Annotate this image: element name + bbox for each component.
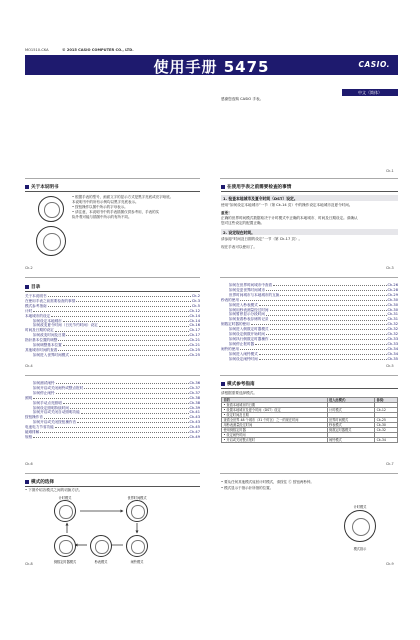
toc-leader xyxy=(259,303,387,306)
toc-leader xyxy=(33,309,188,312)
toc-leader xyxy=(51,314,188,317)
toc-label: 本地城市的设定 xyxy=(25,313,51,318)
toc-row[interactable] xyxy=(33,333,200,338)
toc-label: 其他城市时间的查看 xyxy=(25,347,58,352)
toc-label: 如何测试闹铃 xyxy=(33,381,55,385)
toc-page: Ck-32 xyxy=(387,332,398,336)
label-stopwatch: 秒表模式 xyxy=(94,560,108,564)
toc-label: 计时 xyxy=(25,308,33,313)
toc-page: Ck-47 xyxy=(189,430,200,434)
page-title: 使用手册 5475 xyxy=(153,58,270,76)
toc-page: Ck-30 xyxy=(387,307,398,312)
cell-purpose: • 设定时间及日期 xyxy=(222,413,328,418)
page-number: Ck-3 xyxy=(386,266,394,270)
toc-label: 如何进入闹铃模式 xyxy=(229,351,258,356)
toc-page: Ck-21 xyxy=(189,338,200,343)
toc-label: 指针基本位置的调整 xyxy=(25,338,58,343)
toc-row[interactable] xyxy=(221,298,398,303)
toc-row[interactable] xyxy=(25,430,200,435)
toc-leader xyxy=(270,317,387,320)
toc-row[interactable] xyxy=(221,347,398,352)
toc-page: Ck-12 xyxy=(189,308,200,313)
toc-leader xyxy=(70,406,189,409)
toc-label: 如何开启或关闭自动照明功能 xyxy=(33,410,80,415)
toc-leader xyxy=(270,337,387,340)
toc-leader xyxy=(63,401,189,404)
toc-page: Ck-38 xyxy=(189,400,200,405)
toc-page: Ck-32 xyxy=(387,327,398,332)
casio-logo: CASIO. xyxy=(358,60,390,69)
watch-illustration xyxy=(38,196,64,222)
label-timekeeping: 计时模式 xyxy=(58,496,72,500)
toc-label: 如何变更世界时间城市 xyxy=(229,287,265,292)
toc-label: 如何进入秒表模式 xyxy=(229,302,258,307)
doc-code: MO1510-CKA xyxy=(25,48,49,52)
toc-page: Ck-30 xyxy=(387,302,398,307)
heading-rule xyxy=(25,486,200,487)
toc-leader xyxy=(240,347,387,350)
table-row xyxy=(222,438,398,443)
about-bullet: 本说明书中的所有示例均以黑字亮底表示。 xyxy=(72,200,139,204)
toc-page: Ck-3 xyxy=(191,298,200,303)
cell-mode: 计时模式 xyxy=(327,408,375,413)
watch-countdown xyxy=(54,535,76,557)
toc-leader xyxy=(266,288,387,291)
toc-row[interactable] xyxy=(33,391,200,396)
toc-label: 关于本说明书 xyxy=(25,294,47,298)
toc-leader xyxy=(81,410,189,413)
cell-purpose: 用秒表测量经过时间 xyxy=(222,423,328,428)
cell-purpose: • 设定闹铃时间 xyxy=(222,433,328,438)
language-tag: 中文（简体） xyxy=(342,89,398,96)
toc-leader xyxy=(273,283,386,286)
toc-page: Ck-2 xyxy=(191,294,200,298)
toc-label: 闹铃的使用 xyxy=(221,346,239,351)
toc-leader xyxy=(266,332,387,335)
mode-cycle-diagram xyxy=(25,493,200,563)
toc-row[interactable] xyxy=(229,327,398,332)
toc-page: Ck-14 xyxy=(189,313,200,318)
toc-row[interactable] xyxy=(229,352,398,357)
toc-label: 如何设定闹铃时间 xyxy=(229,356,258,361)
toc-row[interactable] xyxy=(229,303,398,308)
page-number: Ck-6 xyxy=(25,462,33,466)
toc-page: Ck-36 xyxy=(189,381,200,385)
step1-text: 使用“如何设定本地城市”一节（第 Ck-14 页）中的操作设定本地城市及夏令时间。 xyxy=(221,203,353,207)
toc-page: Ck-14 xyxy=(189,318,200,323)
toc-leader xyxy=(259,352,387,355)
toc-leader xyxy=(77,420,188,423)
toc-page: Ck-35 xyxy=(387,356,398,361)
toc-row[interactable] xyxy=(33,420,200,425)
toc-label: 规格 xyxy=(25,434,33,439)
toc-leader xyxy=(55,328,189,331)
section-heading-before-use: 在使用手表之前需要检查的事情 xyxy=(221,184,291,190)
toc-row[interactable] xyxy=(33,381,200,386)
toc-label: 如何在世界时间城市中查看 xyxy=(229,283,273,287)
page-number: Ck-1 xyxy=(386,169,394,173)
page-number: Ck-4 xyxy=(25,364,33,368)
toc-leader xyxy=(33,396,188,399)
toc-row[interactable] xyxy=(229,288,398,293)
toc-leader xyxy=(259,357,387,360)
cell-ref: Ck-34 xyxy=(375,438,398,443)
toc-label: 如何暂停显示分段时间 xyxy=(229,312,265,317)
toc-leader xyxy=(280,293,386,296)
col-header-purpose: 目的 xyxy=(222,398,328,403)
col-header-ref: 参阅： xyxy=(375,398,398,403)
cell-mode: 闹铃模式 xyxy=(327,438,375,443)
toc-page: Ck-21 xyxy=(189,343,200,347)
toc-row[interactable] xyxy=(25,435,200,440)
toc-page: Ck-25 xyxy=(189,352,200,357)
toc-label: 如何用秒表测量经过时间 xyxy=(229,307,269,312)
mode-select-text: • 下图介绍各模式之间的切换方法。 xyxy=(25,488,83,492)
toc-row[interactable] xyxy=(33,353,200,358)
toc-page: Ck-33 xyxy=(387,341,398,346)
toc-leader xyxy=(58,348,188,351)
toc-row[interactable] xyxy=(33,343,200,348)
toc-label: 疑难排解 xyxy=(25,430,40,434)
toc-label: 如何停止闹铃 xyxy=(33,390,55,395)
about-bullet: • 请注意，本说明书中的手表插图仅供参考用，手表的实 xyxy=(72,210,160,214)
toc-row[interactable] xyxy=(33,386,200,391)
step2-text: 请参阅“时间及日期的设定”一节（第 Ck-17 页）。 xyxy=(221,237,303,241)
toc-leader xyxy=(76,299,191,302)
toc-page: Ck-45 xyxy=(189,425,200,430)
cell-ref: Ck-25 xyxy=(375,418,398,423)
mode-note: • 要从任何其他模式返回计时模式，请按住 Ⓒ 按钮两秒钟。 xyxy=(221,480,314,484)
toc-page: Ck-28 xyxy=(387,287,398,292)
toc-label: 按钮操作音 xyxy=(25,415,43,420)
toc-leader xyxy=(84,386,188,389)
label-mode-indicator: 模式指示 xyxy=(353,547,367,551)
toc-label: 秒表的使用 xyxy=(221,297,239,302)
mode-note: • 模式显示于指示针所指的位置。 xyxy=(221,486,274,490)
toc-leader xyxy=(270,308,387,311)
title-banner xyxy=(25,55,398,75)
toc-row[interactable] xyxy=(33,410,200,415)
ready-text: 现在手表可以使用了。 xyxy=(221,245,257,249)
toc-page: Ck-43 xyxy=(189,420,200,425)
watch-illustration xyxy=(36,226,66,256)
heading-rule xyxy=(221,191,398,192)
watch-stopwatch xyxy=(90,535,112,557)
toc-leader xyxy=(56,381,189,384)
heading-rule xyxy=(25,191,200,192)
toc-row[interactable] xyxy=(25,396,200,401)
label-countdown: 倒数定时器模式 xyxy=(53,560,77,564)
watch-mode-indicator xyxy=(344,510,376,542)
toc-page: Ck-17 xyxy=(189,333,200,338)
toc-page: Ck-37 xyxy=(189,390,200,395)
toc-row[interactable] xyxy=(25,314,200,319)
toc-row[interactable] xyxy=(33,323,200,328)
toc-label: 如何调整基本位置 xyxy=(33,343,62,347)
toc-leader xyxy=(270,327,387,330)
toc-leader xyxy=(48,294,191,297)
toc-row[interactable] xyxy=(25,304,200,309)
toc-row[interactable] xyxy=(229,342,398,347)
cell-purpose: 使用倒数定时器 xyxy=(222,428,328,433)
toc-row[interactable] xyxy=(229,332,398,337)
toc-page: Ck-25 xyxy=(189,347,200,352)
toc-leader xyxy=(266,312,387,315)
toc-label: 在使用手表之前需要检查的事情 xyxy=(25,298,76,303)
copyright: © 2015 CASIO COMPUTER CO., LTD. xyxy=(62,48,134,52)
toc-leader xyxy=(63,343,189,346)
mode-reference-table xyxy=(221,397,398,443)
toc-page: Ck-41 xyxy=(189,410,200,415)
toc-label: 模式参考指南 xyxy=(25,303,47,308)
toc-page: Ck-43 xyxy=(189,415,200,420)
toc-leader xyxy=(240,298,387,301)
toc-label: 照明 xyxy=(25,395,33,400)
toc-page: Ck-29 xyxy=(387,292,398,297)
toc-page: Ck-16 xyxy=(189,323,200,328)
page-number: Ck-9 xyxy=(386,562,394,566)
toc-page: Ck-37 xyxy=(189,385,200,390)
watch-world-time xyxy=(126,500,148,522)
toc-row[interactable] xyxy=(33,401,200,406)
toc-label: 电池电力节省功能 xyxy=(25,425,54,430)
label-alarm: 闹铃模式 xyxy=(130,560,144,564)
important-title: 重要！ xyxy=(221,211,232,215)
toc-leader xyxy=(251,322,387,325)
toc-label: 如何设定倒数开始时间 xyxy=(229,332,265,336)
toc-label: 如何改变时间及日期 xyxy=(33,333,66,338)
toc-page: Ck-33 xyxy=(387,336,398,341)
toc-page: Ck-34 xyxy=(387,346,398,351)
label-timekeeping-right: 计时模式 xyxy=(353,505,367,509)
mode-ref-subtitle: 请根据需要选择模式。 xyxy=(221,391,257,395)
cell-purpose: 查看全世界 48 个城市（31 个时区）之一的现在时间 xyxy=(222,418,328,423)
watch-alarm xyxy=(126,535,148,557)
toc-page: Ck-31 xyxy=(387,312,398,317)
toc-row[interactable] xyxy=(229,337,398,342)
toc-leader xyxy=(70,353,189,356)
cell-mode: 倒数定时器模式 xyxy=(327,428,375,433)
toc-leader xyxy=(66,333,188,336)
toc-leader xyxy=(44,415,189,418)
label-world-time: 世界时间模式 xyxy=(127,496,147,500)
toc-label: 倒数定时器的使用 xyxy=(221,322,250,327)
heading-rule xyxy=(221,388,398,389)
toc-page: Ck-38 xyxy=(189,395,200,400)
toc-label: 如何改变夏令时间（日光节约时间）设定 xyxy=(33,323,98,328)
cell-purpose: • 设置本地城市及夏令时间（DST）设定 xyxy=(222,408,328,413)
watch-timekeeping xyxy=(54,500,76,522)
cell-purpose: • 开启或关闭整点报时 xyxy=(222,438,328,443)
toc-label: 如何设定本地城市 xyxy=(33,318,62,323)
about-bullet: 际外观可能与插图中所示的有所不同。 xyxy=(72,215,132,219)
important-text: 正确的世界时间模式数据取决于计时模式中正确的本地城市、时间及日期设定。请确认 xyxy=(221,216,358,220)
toc-leader xyxy=(56,391,189,394)
toc-page: Ck-5 xyxy=(191,303,200,308)
toc-label: 如何开启或关闭闹铃或整点报时 xyxy=(33,385,84,390)
toc-row[interactable] xyxy=(25,299,200,304)
toc-leader xyxy=(99,323,189,326)
toc-label: 如何停止报时器 xyxy=(229,341,255,346)
toc-leader xyxy=(255,342,386,345)
step1-title: 1. 检查本地城市及夏令时间（DST）设定。 xyxy=(223,196,298,201)
toc-label: 如何执行倒数定时器操作 xyxy=(229,336,269,341)
toc-label: 如何进入倒数定时器模式 xyxy=(229,327,269,332)
cell-mode: 秒表模式 xyxy=(327,423,375,428)
cell-ref: Ck-12 xyxy=(375,408,398,413)
toc-leader xyxy=(58,338,188,341)
toc-row[interactable] xyxy=(25,425,200,430)
toc-page: Ck-49 xyxy=(189,434,200,439)
toc-row[interactable] xyxy=(25,348,200,353)
toc-row[interactable] xyxy=(229,283,398,288)
section-heading-mode-ref: 模式参考指南 xyxy=(221,381,255,387)
page-number: Ck-2 xyxy=(25,266,33,270)
section-heading-about: 关于本说明书 xyxy=(25,184,59,190)
toc-label: 如何查看秒表存储的记录 xyxy=(229,317,269,322)
thanks-text: 感谢您选购 CASIO 手表。 xyxy=(221,97,264,101)
cell-purpose: • 查看本地城市的日期 xyxy=(222,403,328,408)
toc-label: 如何开启或关闭按钮操作音 xyxy=(33,420,77,425)
toc-label: 世界时间城市与本地城市的互换 xyxy=(229,292,280,297)
toc-label: 如何设定照明持续时间 xyxy=(33,405,69,410)
toc-row[interactable] xyxy=(25,294,200,299)
section-heading-mode-select: 模式的选择 xyxy=(25,479,54,485)
toc-row[interactable] xyxy=(25,309,200,314)
heading-rule xyxy=(25,291,200,292)
toc-page: Ck-30 xyxy=(387,297,398,302)
important-text: 您对这些设定的配置正确。 xyxy=(221,221,265,225)
page-number: Ck-8 xyxy=(25,562,33,566)
toc-leader xyxy=(48,304,191,307)
toc-row[interactable] xyxy=(25,338,200,343)
toc-leader xyxy=(40,430,188,433)
toc-page: Ck-34 xyxy=(387,351,398,356)
about-bullet: • 按钮操作以图中所示的字母表示。 xyxy=(72,205,128,209)
toc-row[interactable] xyxy=(229,357,398,362)
toc-row[interactable] xyxy=(229,293,398,298)
cell-ref: Ck-30 xyxy=(375,423,398,428)
toc-leader xyxy=(33,435,188,438)
cell-mode: 世界时间模式 xyxy=(327,418,375,423)
toc-leader xyxy=(63,319,189,322)
toc-label: 时间及日期的设定 xyxy=(25,328,54,333)
section-heading-toc: 目录 xyxy=(25,284,40,290)
about-bullet: • 根据手表的型号，画面文字的显示方式是黑字亮底或亮字暗底。 xyxy=(72,195,174,199)
toc-page: Ck-17 xyxy=(189,328,200,333)
toc-row[interactable] xyxy=(229,317,398,322)
cell-ref: Ck-32 xyxy=(375,428,398,433)
page-number: Ck-5 xyxy=(386,364,394,368)
toc-page: Ck-31 xyxy=(387,317,398,322)
toc-label: 如何手动点亮照明 xyxy=(33,400,62,405)
toc-leader xyxy=(55,425,189,428)
col-header-mode: 进入此模式： xyxy=(327,398,375,403)
step2-title: 2. 设定现在时间。 xyxy=(223,230,255,235)
toc-page: Ck-32 xyxy=(387,322,398,327)
toc-page: Ck-26 xyxy=(387,283,398,287)
toc-label: 如何进入世界时间模式 xyxy=(33,352,69,357)
toc-page: Ck-39 xyxy=(189,405,200,410)
page-number: Ck-7 xyxy=(386,462,394,466)
